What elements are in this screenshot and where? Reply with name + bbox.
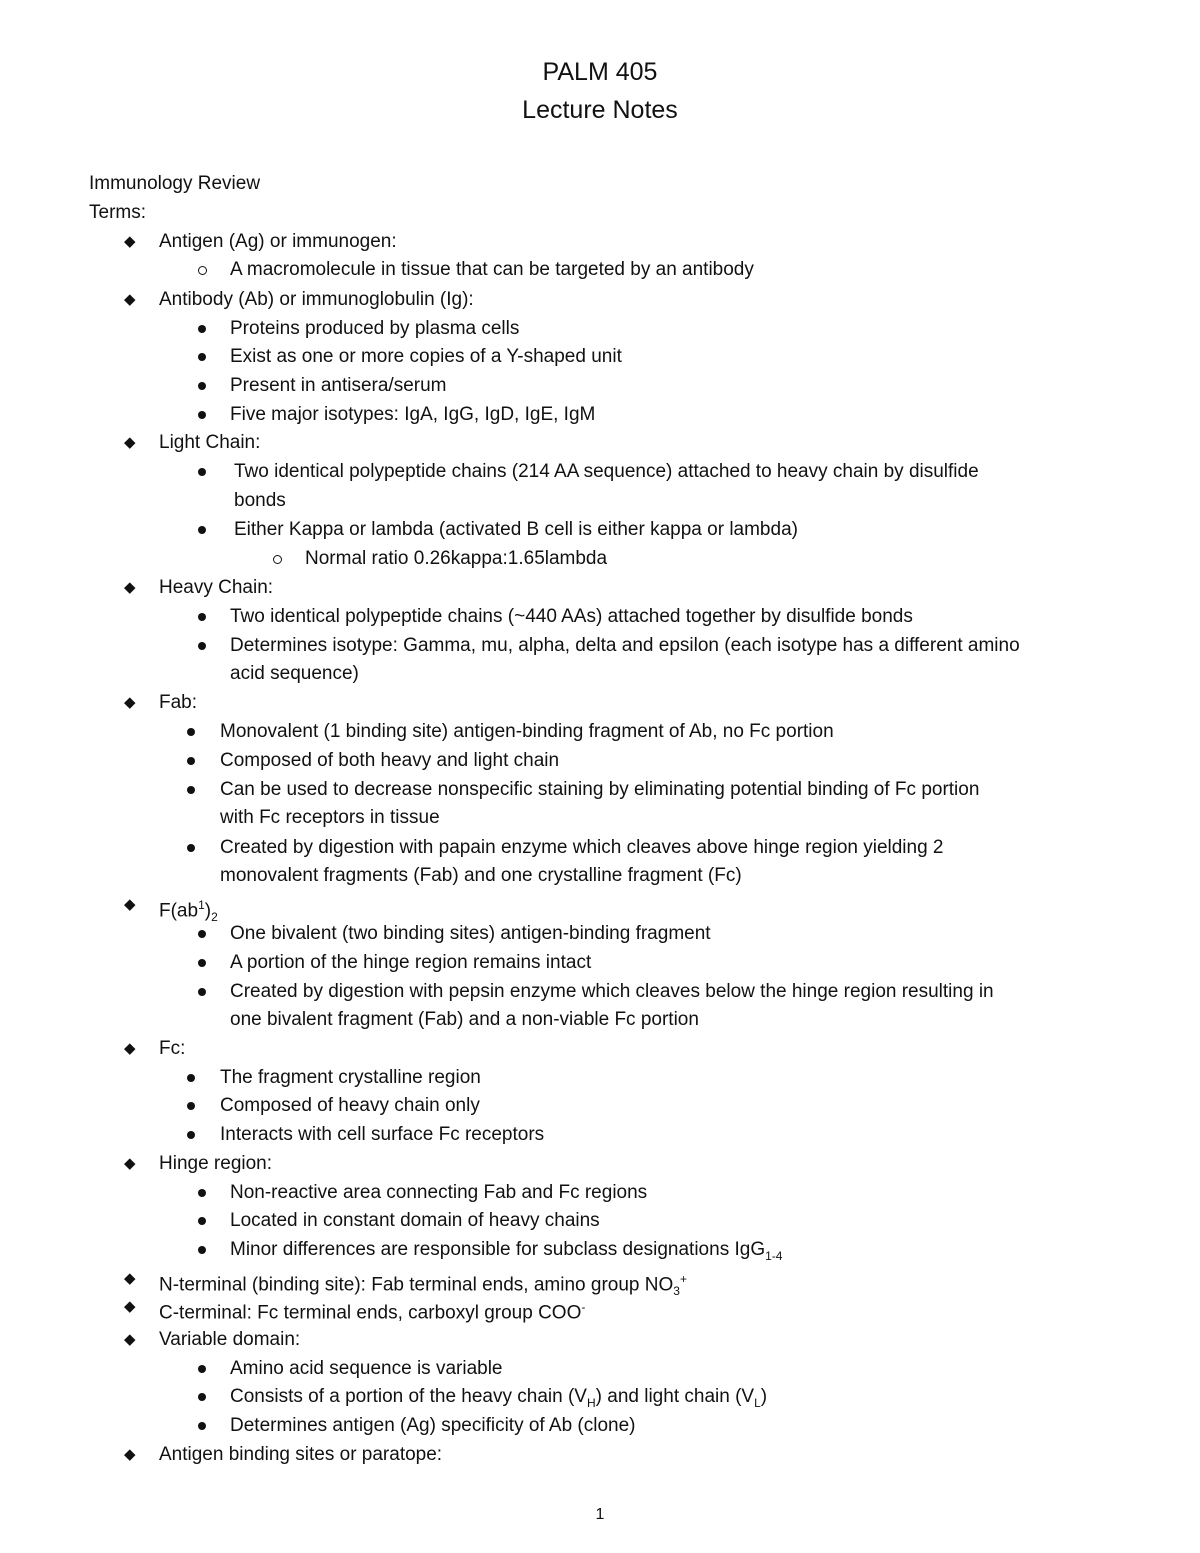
terms-label: Terms: xyxy=(89,202,146,223)
list-item: Created by digestion with papain enzyme which cleaves above hinge region yielding 2 xyxy=(220,837,944,858)
bullet-dot-icon xyxy=(198,468,206,476)
document-subtitle: Lecture Notes xyxy=(522,96,678,124)
list-item: Composed of both heavy and light chain xyxy=(220,750,560,771)
list-item: A portion of the hinge region remains intact xyxy=(230,952,592,973)
term-light-chain: Light Chain: xyxy=(159,432,261,453)
bullet-dot-icon xyxy=(187,1131,195,1139)
bullet-dot-icon xyxy=(187,728,195,736)
list-item: Two identical polypeptide chains (214 AA sequence) attached to heavy chain by disulfide xyxy=(234,461,979,482)
diamond-bullet-icon: ◆ xyxy=(124,579,136,596)
term-variable-domain: Variable domain: xyxy=(159,1329,301,1350)
list-item: Can be used to decrease nonspecific staining by eliminating potential binding of Fc portion xyxy=(220,779,980,800)
bullet-dot-icon xyxy=(187,844,195,852)
bullet-dot-icon xyxy=(187,786,195,794)
bullet-dot-icon xyxy=(198,613,206,621)
diamond-bullet-icon: ◆ xyxy=(124,233,136,250)
list-item: The fragment crystalline region xyxy=(220,1067,481,1088)
list-item: Proteins produced by plasma cells xyxy=(230,318,520,339)
list-item-continuation: bonds xyxy=(234,490,286,511)
list-item: Exist as one or more copies of a Y-shaped unit xyxy=(230,346,622,367)
list-item: Composed of heavy chain only xyxy=(220,1095,480,1116)
term-antigen: Antigen (Ag) or immunogen: xyxy=(159,231,397,252)
term-heavy-chain: Heavy Chain: xyxy=(159,577,274,598)
bullet-dot-icon xyxy=(198,1217,206,1225)
list-item: Created by digestion with pepsin enzyme which cleaves below the hinge region resulting in xyxy=(230,981,994,1002)
bullet-dot-icon xyxy=(198,642,206,650)
term-fab: Fab: xyxy=(159,692,198,713)
term-n-terminal: N-terminal (binding site): Fab terminal ends, amino group $NO_3^+$ xyxy=(159,1272,687,1299)
term-fc: Fc: xyxy=(159,1038,186,1059)
diamond-bullet-icon: ◆ xyxy=(124,1040,136,1057)
list-item: A macromolecule in tissue that can be targeted by an antibody xyxy=(230,259,754,280)
diamond-bullet-icon: ◆ xyxy=(124,1331,136,1348)
bullet-dot-icon xyxy=(198,1246,206,1254)
list-item: Either Kappa or lambda (activated B cell is either kappa or lambda) xyxy=(234,519,798,540)
diamond-bullet-icon: ◆ xyxy=(124,896,136,913)
list-item: Minor differences are responsible for subclass designations IgG$_{1-4}$ xyxy=(230,1239,783,1263)
list-item: Normal ratio 0.26kappa:1.65lambda xyxy=(305,548,608,569)
bullet-dot-icon xyxy=(198,1393,206,1401)
list-item: One bivalent (two binding sites) antigen-binding fragment xyxy=(230,923,711,944)
bullet-dot-icon xyxy=(187,757,195,765)
list-item: Determines isotype: Gamma, mu, alpha, delta and epsilon (each isotype has a different amino xyxy=(230,635,1020,656)
diamond-bullet-icon: ◆ xyxy=(124,1298,136,1315)
diamond-bullet-icon: ◆ xyxy=(124,291,136,308)
list-item: Monovalent (1 binding site) antigen-binding fragment of Ab, no Fc portion xyxy=(220,721,834,742)
diamond-bullet-icon: ◆ xyxy=(124,694,136,711)
term-paratope: Antigen binding sites or paratope: xyxy=(159,1444,443,1465)
circle-bullet-icon xyxy=(198,266,207,275)
page-number: 1 xyxy=(595,1506,605,1523)
bullet-dot-icon xyxy=(187,1102,195,1110)
bullet-dot-icon xyxy=(198,930,206,938)
bullet-dot-icon xyxy=(187,1074,195,1082)
list-item-continuation: with Fc receptors in tissue xyxy=(220,807,440,828)
list-item: Present in antisera/serum xyxy=(230,375,447,396)
list-item: Two identical polypeptide chains (~440 AAs) attached together by disulfide bonds xyxy=(230,606,913,627)
term-antibody: Antibody (Ab) or immunoglobulin (Ig): xyxy=(159,289,474,310)
bullet-dot-icon xyxy=(198,411,206,419)
bullet-dot-icon xyxy=(198,1189,206,1197)
list-item-continuation: acid sequence) xyxy=(230,663,359,684)
diamond-bullet-icon: ◆ xyxy=(124,1270,136,1287)
list-item: Amino acid sequence is variable xyxy=(230,1358,503,1379)
list-item: Consists of a portion of the heavy chain $(V_H)$ and light chain $(V_L)$ xyxy=(230,1386,768,1410)
list-item-continuation: monovalent fragments (Fab) and one crystalline fragment (Fc) xyxy=(220,865,742,886)
list-item-continuation: one bivalent fragment (Fab) and a non-viable Fc portion xyxy=(230,1009,699,1030)
section-heading: Immunology Review xyxy=(89,173,261,194)
bullet-dot-icon xyxy=(198,382,206,390)
bullet-dot-icon xyxy=(198,325,206,333)
bullet-dot-icon xyxy=(198,1422,206,1430)
diamond-bullet-icon: ◆ xyxy=(124,1446,136,1463)
bullet-dot-icon xyxy=(198,1365,206,1373)
list-item: Interacts with cell surface Fc receptors xyxy=(220,1124,545,1145)
list-item: Five major isotypes: IgA, IgG, IgD, IgE, IgM xyxy=(230,404,596,425)
list-item: Determines antigen (Ag) specificity of Ab (clone) xyxy=(230,1415,636,1436)
diamond-bullet-icon: ◆ xyxy=(124,1155,136,1172)
bullet-dot-icon xyxy=(198,988,206,996)
bullet-dot-icon xyxy=(198,353,206,361)
list-item: Non-reactive area connecting Fab and Fc regions xyxy=(230,1182,648,1203)
term-fab2: $F(ab^1)_2$ xyxy=(159,898,218,925)
list-item: Located in constant domain of heavy chains xyxy=(230,1210,600,1231)
term-hinge: Hinge region: xyxy=(159,1153,273,1174)
term-c-terminal: C-terminal: Fc terminal ends, carboxyl group COO- xyxy=(159,1300,586,1324)
bullet-dot-icon xyxy=(198,959,206,967)
circle-bullet-icon xyxy=(273,555,282,564)
course-title: PALM 405 xyxy=(542,58,658,86)
bullet-dot-icon xyxy=(198,526,206,534)
diamond-bullet-icon: ◆ xyxy=(124,434,136,451)
